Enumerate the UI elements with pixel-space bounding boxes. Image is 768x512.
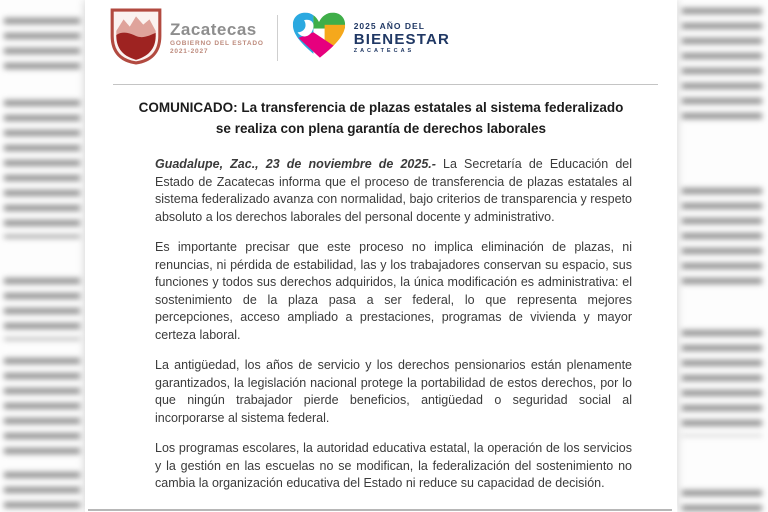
campaign-name: BIENESTAR xyxy=(353,31,451,48)
blur-streaks xyxy=(4,18,80,70)
paragraph-4: Los programas escolares, la autoridad educativa estatal, la operación de los servicios y la gestión en las escuelas no se modifican, la federalización del sostenimiento no cambia la organización educativa del Estado ni reduce su capacidad de decisión. xyxy=(155,441,632,490)
communique-body xyxy=(155,156,632,506)
press-release-page xyxy=(85,0,677,512)
campaign-state: ZACATECAS xyxy=(353,48,415,54)
state-period: 2021-2027 xyxy=(170,48,209,55)
blur-streaks xyxy=(4,472,80,512)
communique-title: COMUNICADO: La transferencia de plazas estatales al sistema federalizado se realiza con plena garantía de derechos laborales xyxy=(138,100,624,136)
blur-streaks xyxy=(682,490,762,512)
bottom-cutoff-line xyxy=(88,509,672,511)
blur-streaks xyxy=(682,8,762,120)
blurred-backdrop-left xyxy=(0,0,86,512)
header-divider-line xyxy=(113,84,658,85)
paragraph-3: La antigüedad, los años de servicio y los derechos pensionarios están plenamente garantizados, la legislación nacional protege la portabilidad de estos derechos, por lo que ningún trabajador pierde beneficios, antigüedad o seguridad social al incorporarse al sistema federal. xyxy=(155,358,632,425)
blurred-backdrop-right xyxy=(678,0,768,512)
paragraph-2: Es importante precisar que este proceso no implica eliminación de plazas, ni renuncias, ni pérdida de estabilidad, las y los trabajadores conservan su espacio, sus funciones y todos sus derechos adquiridos, la única modificación es administrativa: el sostenimiento de la plaza pasa a ser federal, lo que representa mejores percepciones, acceso ampliado a prestaciones, programas de vivienda y mayor certeza laboral. xyxy=(155,240,632,342)
blur-streaks xyxy=(4,358,80,456)
blur-streaks xyxy=(4,100,80,238)
state-logo-text xyxy=(170,21,264,56)
blur-streaks xyxy=(682,188,762,284)
campaign-text xyxy=(354,22,450,55)
blur-streaks xyxy=(4,278,80,340)
blur-streaks xyxy=(682,330,762,436)
bienestar-heart-icon xyxy=(291,11,347,66)
zacatecas-shield-icon xyxy=(109,7,163,70)
letterhead xyxy=(109,9,450,67)
paragraph-1-text: La Secretaría de Educación del Estado de Zacatecas informa que el proceso de transferencia de plazas estatales al sistema federalizado avanza con normalidad, bajo criterios de transparencia y respeto absoluto a los derechos laborales del personal docente y administrativo. xyxy=(155,157,632,224)
state-name: Zacatecas xyxy=(170,19,257,39)
logo-divider xyxy=(277,15,278,61)
paragraph-1 xyxy=(155,156,632,226)
state-subtitle: GOBIERNO DEL ESTADO xyxy=(170,39,264,47)
campaign-year: 2025 AÑO DEL xyxy=(353,20,425,31)
dateline: Guadalupe, Zac., 23 de noviembre de 2025.- xyxy=(155,157,436,171)
